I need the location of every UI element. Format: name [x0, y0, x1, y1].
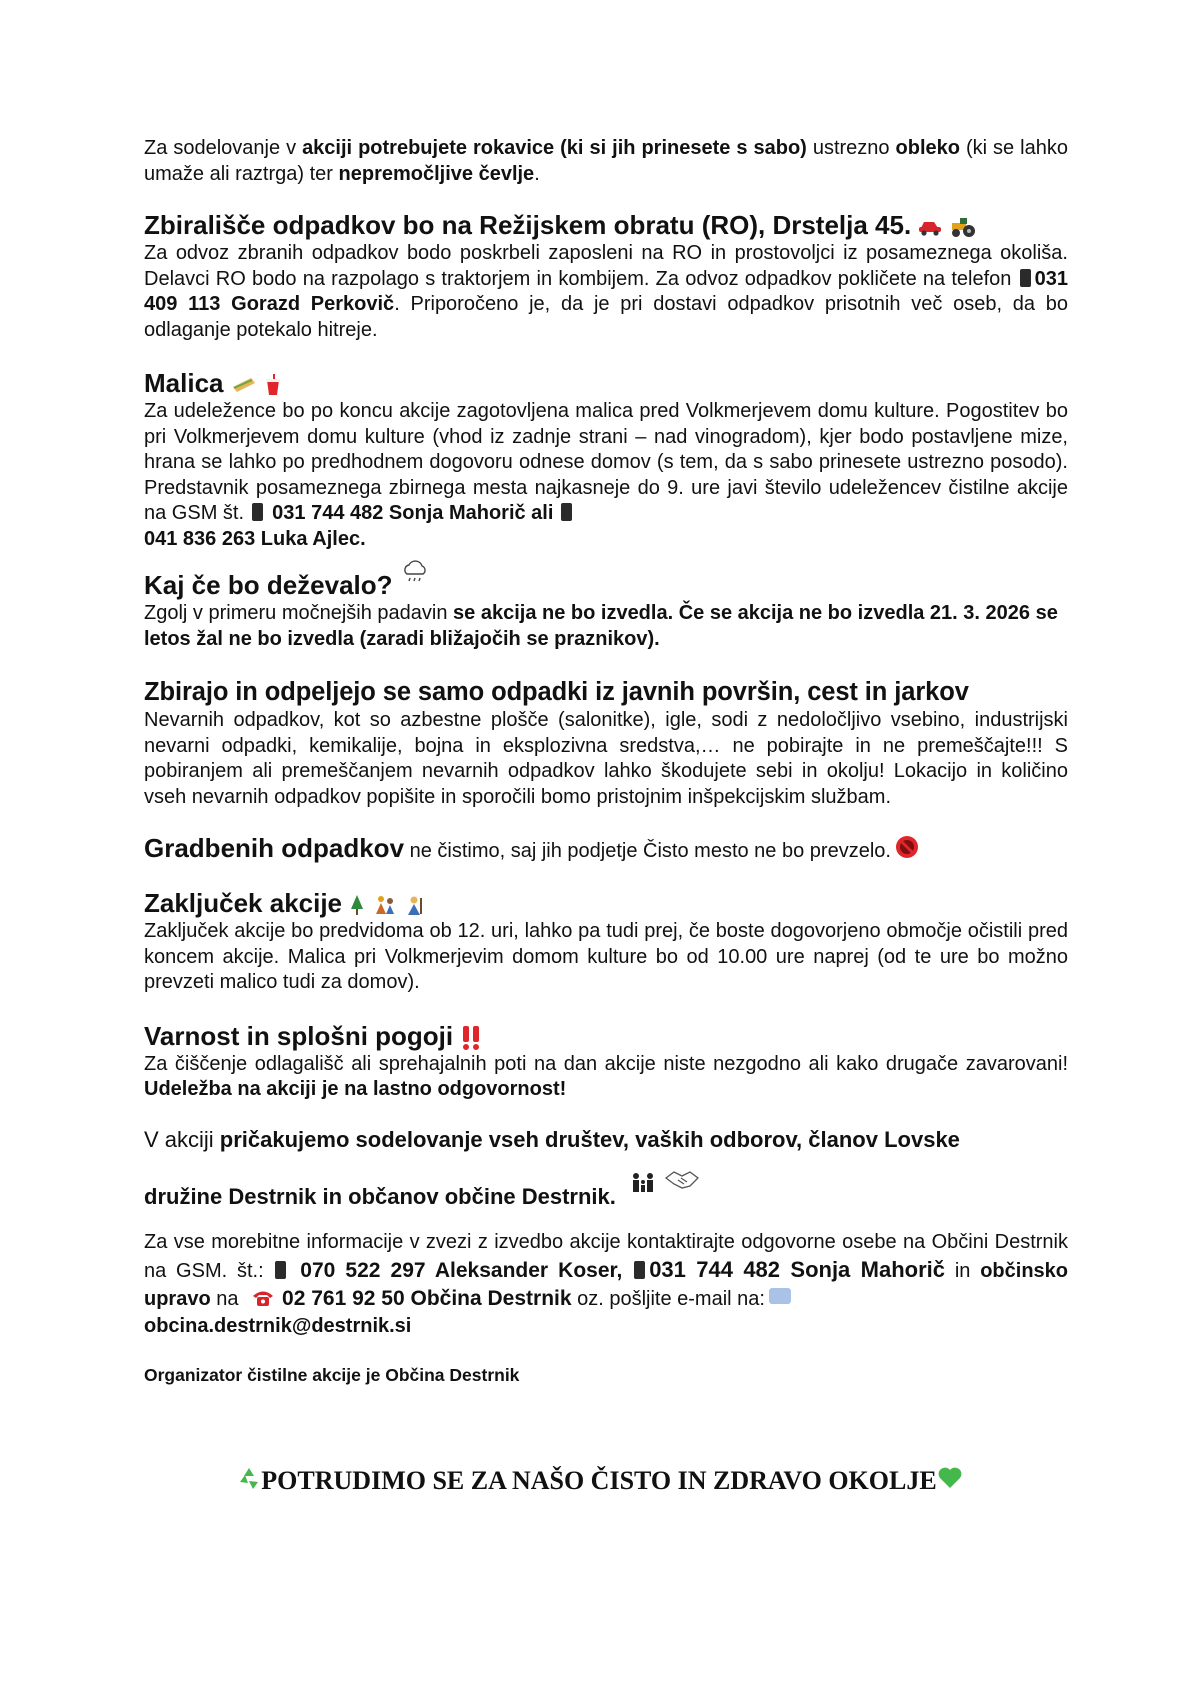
phone-contact: 041 836 263 Luka Ajlec.: [144, 527, 366, 550]
construction-waste-line: [144, 832, 1068, 869]
text: V akciji: [144, 1126, 220, 1152]
intro-paragraph: [144, 136, 1068, 187]
handshake-icon: [664, 1168, 700, 1192]
organizer-line: [144, 1364, 1068, 1386]
rain-cloud-icon: [400, 558, 430, 588]
slogan-text: POTRUDIMO SE ZA NAŠO ČISTO IN ZDRAVO OKOLJE: [261, 1466, 937, 1495]
mobile-phone-icon: [561, 503, 572, 521]
heading-text: Malica: [144, 368, 224, 398]
section-heading-waste-types: [144, 676, 1068, 708]
text-bold: občinsko upravo: [144, 1259, 1068, 1310]
heading-text: Varnost in splošni pogoji: [144, 1020, 454, 1051]
heading-text: Zbirališče odpadkov bo na Režijskem obratu (RO), Drstelja 45.: [144, 210, 912, 240]
email-icon: [769, 1288, 791, 1304]
document-content: [144, 136, 1068, 1386]
section-text-hazardous-waste: [144, 708, 1068, 810]
section-text-rain: [144, 601, 1068, 652]
double-exclamation-icon: [460, 1025, 482, 1051]
mobile-phone-icon: [275, 1261, 286, 1279]
participation-line-2: [144, 1168, 1068, 1209]
heading-text: Zbirajo in odpeljejo se samo odpadki iz javnih površin, cest in jarkov: [144, 678, 969, 706]
section-text-snack: [144, 399, 1068, 552]
text: Za čiščenje odlagališč ali sprehajalnih poti na dan akcije niste nezgodno ali kako drugače zavarovani!: [144, 1052, 1068, 1075]
section-heading-safety: [144, 1020, 1068, 1052]
tractor-icon: [950, 216, 976, 238]
phone-contact: 031 409 113 Gorazd Perkovič: [144, 267, 1068, 315]
mobile-phone-icon: [252, 503, 263, 521]
farmer-icon: [404, 894, 428, 916]
people-working-icon: [373, 894, 397, 916]
text: oz. pošljite e-mail na:: [571, 1287, 765, 1310]
text: Za udeležence bo po koncu akcije zagotovljena malica pred Volkmerjevem domu kulture. Pogostitev bo pri Volkmerjevem domu kulture (vhod iz zadnje strani – nad vinogradom), kjer bodo postavljene mize, hrana se lahko po predhodnem dogovoru odnese domov (s tem, da s sabo prinesete ustrezno posodo). Predstavnik posameznega zbirnega mesta najkasneje do 9. ure javi število udeležencev čistilne akcije na GSM št.: [144, 400, 1068, 524]
heading-text: Gradbenih odpadkov: [144, 833, 405, 863]
prohibited-icon: [895, 835, 919, 859]
heading-text: Kaj če bo deževalo?: [144, 570, 393, 600]
email-link[interactable]: obcina.destrnik@destrnik.si: [144, 1314, 412, 1337]
text: Za sodelovanje v: [144, 137, 303, 159]
text: in: [954, 1259, 981, 1282]
text-bold: se akcija ne bo izvedla. Če se akcija ne bo izvedla 21. 3. 2026 se letos žal ne bo izvedla (zaradi bližajočih se praznikov).: [144, 602, 1058, 650]
text-bold: akciji potrebujete rokavice (ki si jih prinesete s sabo): [302, 137, 807, 159]
section-heading-snack: [144, 367, 1068, 399]
text: ne čistimo, saj jih podjetje Čisto mesto ne bo prevzelo.: [404, 840, 891, 862]
text: Zaključek akcije bo predvidoma ob 12. uri, lahko pa tudi prej, če boste dogovorjeno območje očistili pred koncem akcije. Malica pri Volkmerjevim domom kulture bo od 10.00 ure naprej (od te ure bo možno prevzeti malico tudi za domov).: [144, 920, 1068, 993]
recycle-icon: [237, 1466, 261, 1490]
text: (ki se lahko umaže ali raztrga) ter: [144, 137, 1068, 185]
section-text-safety: [144, 1052, 1068, 1103]
phone-contact: 031 744 482 Sonja Mahorič ali: [272, 502, 554, 524]
text-bold: Udeležba na akciji je na lastno odgovornost!: [144, 1078, 567, 1100]
section-heading-conclusion: [144, 887, 1068, 919]
section-heading-collection-point: [144, 209, 1068, 241]
text: Za vse morebitne informacije v zvezi z izvedbo akcije kontaktirajte odgovorne osebe na Občini Destrnik na GSM. št.:: [144, 1230, 1068, 1282]
telephone-icon: [252, 1289, 274, 1307]
section-text-conclusion: [144, 919, 1068, 996]
organizer-text: Organizator čistilne akcije je Občina Destrnik: [144, 1364, 520, 1385]
mobile-phone-icon: [634, 1261, 645, 1279]
text: .: [534, 162, 540, 185]
text-bold: obleko: [895, 137, 960, 159]
text: . Priporočeno je, da je pri dostavi odpadkov prisotnih več oseb, da bo odlaganje potekalo hitreje.: [144, 293, 1069, 341]
text: na: [210, 1287, 245, 1310]
slogan-line: [0, 1466, 1200, 1496]
car-icon: [918, 218, 942, 236]
drink-cup-icon: [264, 374, 282, 396]
mobile-phone-icon: [1020, 269, 1031, 287]
text: Zgolj v primeru močnejših padavin: [144, 602, 454, 624]
text-bold: pričakujemo sodelovanje vseh društev, vaških odborov, članov Lovske: [219, 1126, 960, 1152]
participation-line-1: [144, 1127, 1068, 1152]
sandwich-icon: [231, 375, 257, 395]
section-text-collection-point: [144, 241, 1068, 343]
phone-contact: 070 522 297 Aleksander Koser,: [300, 1258, 623, 1282]
phone-contact: 031 744 482 Sonja Mahorič: [649, 1256, 946, 1282]
text-bold: nepremočljive čevlje: [338, 162, 535, 185]
section-heading-rain: [144, 558, 1068, 601]
text: Nevarnih odpadkov, kot so azbestne plošče (salonitke), igle, sodi z nedoločljivo vsebino, industrijski nevarni odpadki, kemikalije, bojna in eksplozivna sredstva,… ne pobirajte in ne premeščajte!!! S pobiranjem ali premeščanjem nevarnih odpadkov lahko škodujete sebi in okolju! Lokacijo in količino vseh nevarnih odpadkov popišite in sporočili bomo pristojnim inšpekcijskim službam.: [144, 709, 1068, 808]
phone-contact: 02 761 92 50 Občina Destrnik: [282, 1286, 572, 1310]
family-icon: [630, 1172, 658, 1194]
contact-paragraph: [144, 1229, 1068, 1340]
green-heart-icon: [937, 1466, 963, 1490]
tree-icon: [349, 894, 365, 916]
text: Za odvoz zbranih odpadkov bodo poskrbeli zaposleni na RO in prostovoljci iz posameznega okoliša. Delavci RO bodo na razpolago s traktorjem in kombijem. Za odvoz odpadkov pokličete na telefon: [144, 242, 1068, 290]
heading-text: Zaključek akcije: [144, 888, 343, 918]
participation-paragraph: [144, 1127, 1068, 1209]
text-bold: družine Destrnik in občanov občine Destrnik.: [144, 1183, 616, 1209]
text: ustrezno: [806, 137, 896, 159]
